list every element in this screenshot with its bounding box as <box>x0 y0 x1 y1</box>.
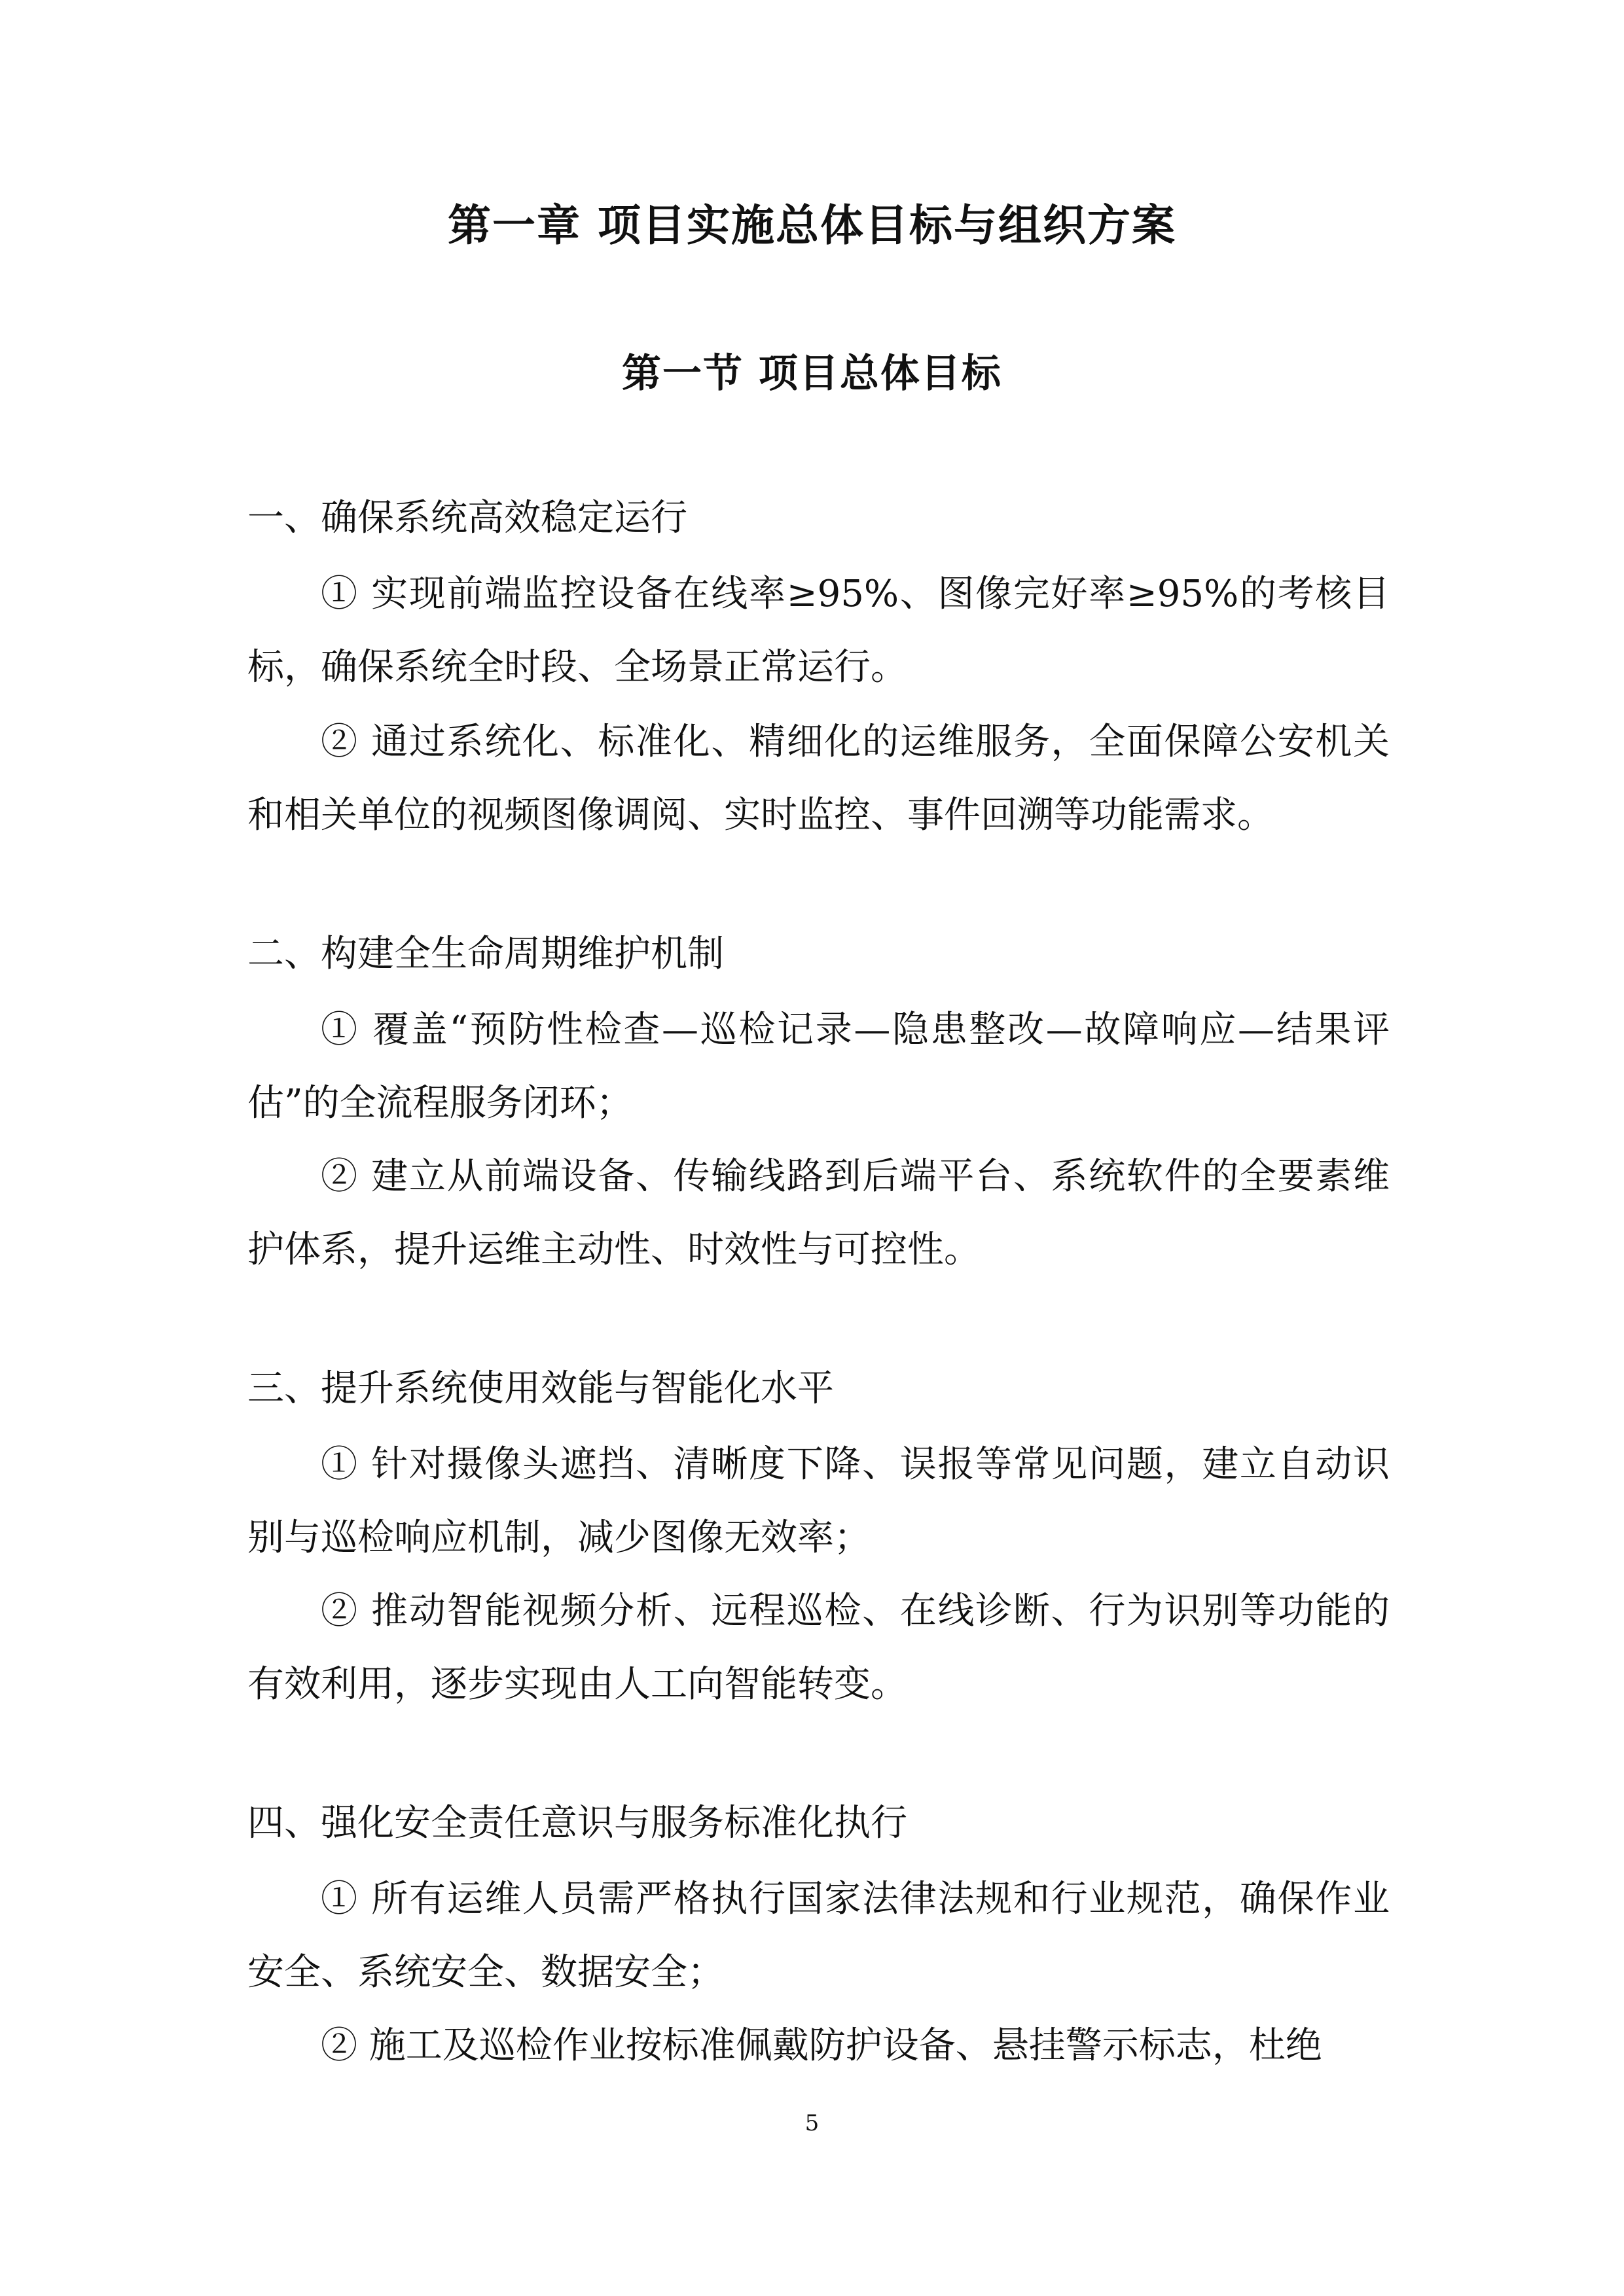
goal-heading-4: 四、强化安全责任意识与服务标准化执行 <box>247 1802 907 1844</box>
goal-heading-1: 一、确保系统高效稳定运行 <box>247 497 687 539</box>
goal-2-item-2: ② 建立从前端设备、传输线路到后端平台、系统软件的全要素维护体系，提升运维主动性、时效性与可控性。 <box>247 1155 1390 1271</box>
goal-1-item-2: ② 通过系统化、标准化、精细化的运维服务，全面保障公安机关和相关单位的视频图像调阅、实时监控、事件回溯等功能需求。 <box>247 721 1390 836</box>
goal-heading-3: 三、提升系统使用效能与智能化水平 <box>247 1367 834 1410</box>
page-number: 5 <box>804 2110 820 2136</box>
chapter-title: 第一章 项目实施总体目标与组织方案 <box>448 200 1176 251</box>
goal-2-item-1: ① 覆盖“预防性检查—巡检记录—隐患整改—故障响应—结果评估”的全流程服务闭环； <box>247 1009 1390 1124</box>
goal-heading-2: 二、构建全生命周期维护机制 <box>247 933 724 975</box>
section-title: 第一节 项目总体目标 <box>622 351 1002 397</box>
goal-1-item-1: ① 实现前端监控设备在线率≥95%、图像完好率≥95%的考核目标，确保系统全时段、全场景正常运行。 <box>247 573 1390 689</box>
goal-4-item-2: ② 施工及巡检作业按标准佩戴防护设备、悬挂警示标志，杜绝 <box>321 2024 1322 2067</box>
goal-3-item-2: ② 推动智能视频分析、远程巡检、在线诊断、行为识别等功能的有效利用，逐步实现由人工向智能转变。 <box>247 1590 1390 1706</box>
goal-3-item-1: ① 针对摄像头遮挡、清晰度下降、误报等常见问题，建立自动识别与巡检响应机制，减少图像无效率； <box>247 1443 1390 1559</box>
goal-4-item-1: ① 所有运维人员需严格执行国家法律法规和行业规范，确保作业安全、系统安全、数据安全； <box>247 1878 1390 1994</box>
